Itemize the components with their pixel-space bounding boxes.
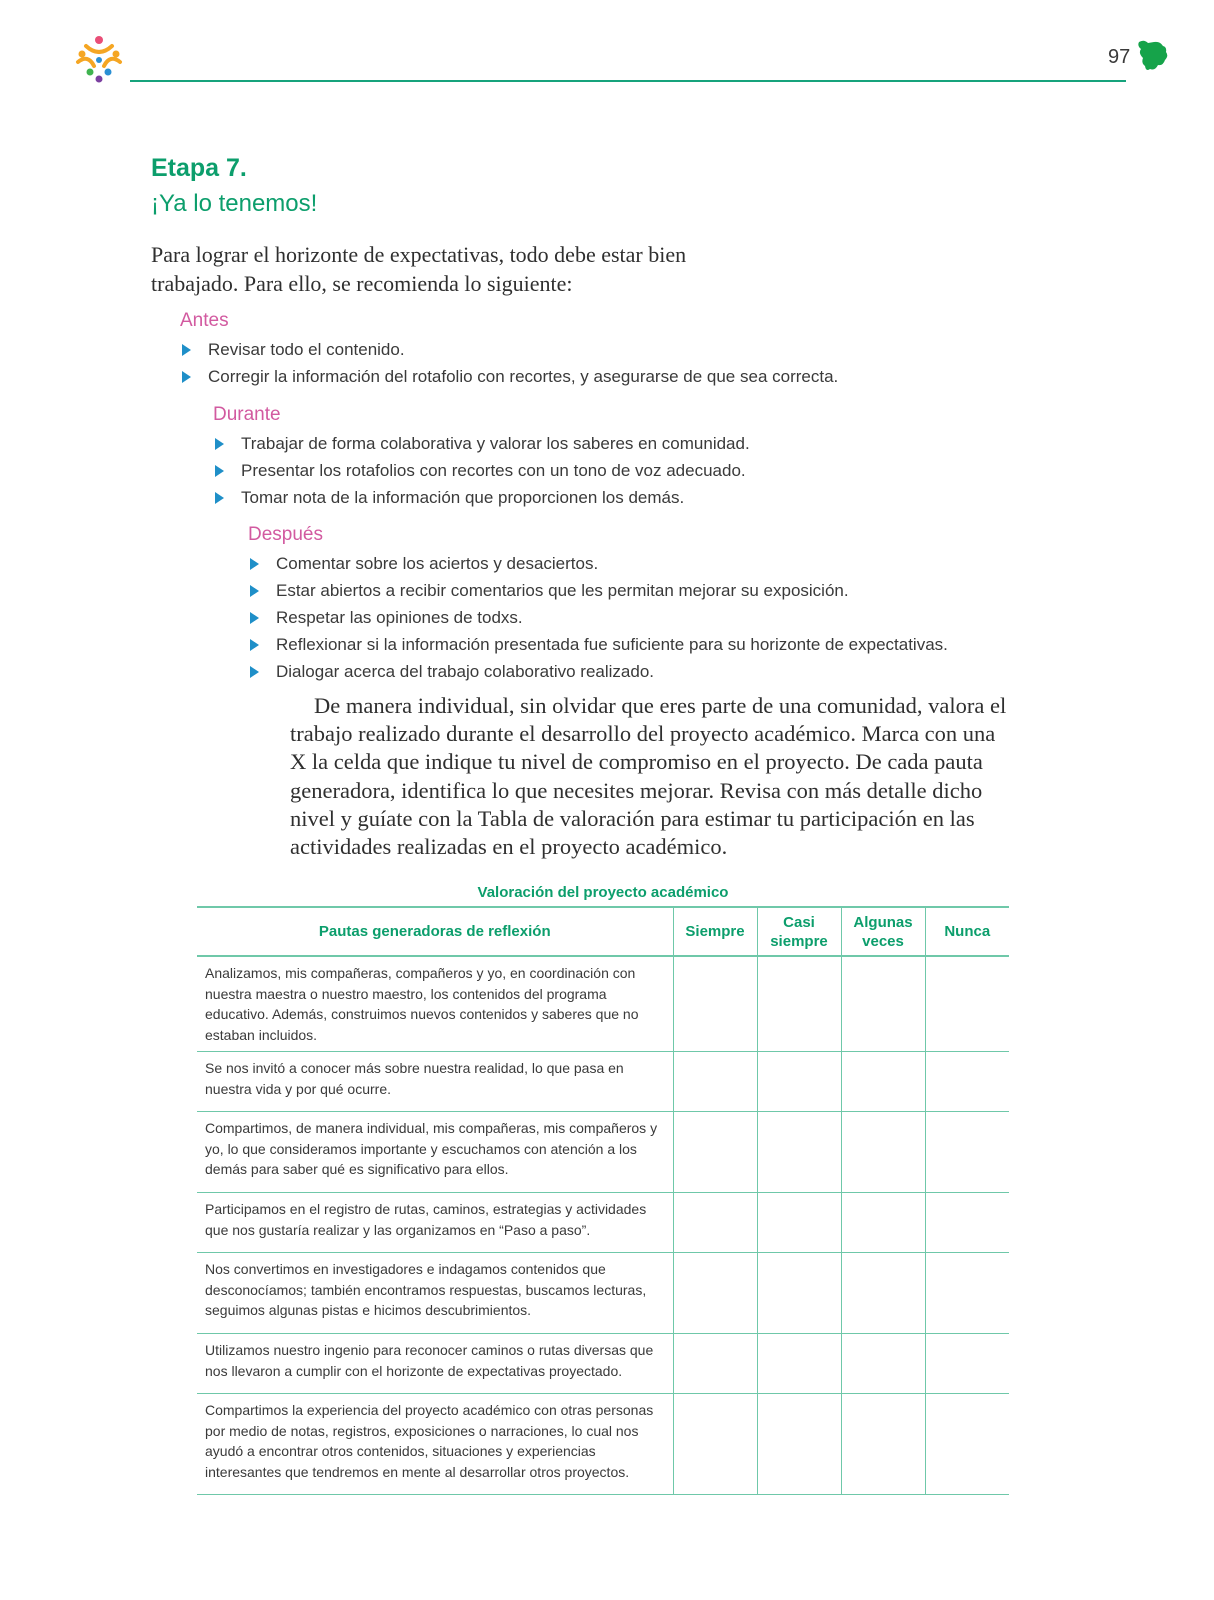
stage-title: Etapa 7. bbox=[151, 154, 247, 182]
table-row bbox=[197, 956, 1009, 1052]
checkbox-cell-nunca[interactable] bbox=[925, 1253, 1009, 1334]
checkbox-cell-siempre[interactable] bbox=[673, 1112, 757, 1193]
triangle-bullet-icon bbox=[250, 639, 259, 651]
pauta-cell: Nos convertimos en investigadores e indagamos contenidos que desconocíamos; también encontramos respuestas, buscamos lecturas, seguimos algunas pistas e hicimos descubrimientos. bbox=[197, 1253, 673, 1334]
triangle-bullet-icon bbox=[250, 585, 259, 597]
list-item bbox=[213, 457, 750, 484]
pauta-cell: Se nos invitó a conocer más sobre nuestra realidad, lo que pasa en nuestra vida y por qué ocurre. bbox=[197, 1052, 673, 1112]
checkbox-cell-nunca[interactable] bbox=[925, 956, 1009, 1052]
triangle-bullet-icon bbox=[250, 666, 259, 678]
list-item bbox=[180, 336, 838, 363]
table-row bbox=[197, 1193, 1009, 1253]
pauta-cell: Participamos en el registro de rutas, caminos, estrategias y actividades que nos gustaría realizar y las organizamos en “Paso a paso”. bbox=[197, 1193, 673, 1253]
pauta-cell: Compartimos la experiencia del proyecto académico con otras personas por medio de notas, registros, exposiciones o narraciones, lo cual nos ayudó a encontrar otros contenidos, situaciones y experiencias interesantes que tendremos en mente al desarrollar otros proyectos. bbox=[197, 1394, 673, 1495]
checkbox-cell-siempre[interactable] bbox=[673, 1052, 757, 1112]
checkbox-cell-siempre[interactable] bbox=[673, 1334, 757, 1394]
checkbox-cell-algunas-veces[interactable] bbox=[841, 956, 925, 1052]
triangle-bullet-icon bbox=[182, 371, 191, 383]
table-header-row bbox=[197, 907, 1009, 956]
section-durante bbox=[213, 404, 750, 511]
checkbox-cell-algunas-veces[interactable] bbox=[841, 1334, 925, 1394]
bullet-list-antes bbox=[180, 336, 838, 390]
header-rule bbox=[130, 80, 1126, 82]
triangle-bullet-icon bbox=[215, 438, 224, 450]
pauta-cell: Utilizamos nuestro ingenio para reconocer caminos o rutas diversas que nos llevaron a cumplir con el horizonte de expectativas proyectado. bbox=[197, 1334, 673, 1394]
column-header-pautas: Pautas generadoras de reflexión bbox=[197, 907, 673, 956]
list-item bbox=[213, 430, 750, 457]
checkbox-cell-nunca[interactable] bbox=[925, 1193, 1009, 1253]
checkbox-cell-casi-siempre[interactable] bbox=[757, 1193, 841, 1253]
triangle-bullet-icon bbox=[215, 465, 224, 477]
list-item bbox=[248, 604, 948, 631]
list-item bbox=[180, 363, 838, 390]
triangle-bullet-icon bbox=[182, 344, 191, 356]
triangle-bullet-icon bbox=[215, 492, 224, 504]
checkbox-cell-casi-siempre[interactable] bbox=[757, 1253, 841, 1334]
table-row bbox=[197, 1253, 1009, 1334]
column-header-algunas-veces: Algunas veces bbox=[841, 907, 925, 956]
column-header-siempre: Siempre bbox=[673, 907, 757, 956]
section-despues bbox=[248, 524, 948, 685]
checkbox-cell-siempre[interactable] bbox=[673, 956, 757, 1052]
list-item bbox=[248, 577, 948, 604]
list-item bbox=[213, 484, 750, 511]
table-row bbox=[197, 1112, 1009, 1193]
checkbox-cell-nunca[interactable] bbox=[925, 1052, 1009, 1112]
list-item-text: Estar abiertos a recibir comentarios que les permitan mejorar su exposición. bbox=[276, 581, 849, 600]
table-row bbox=[197, 1334, 1009, 1394]
triangle-bullet-icon bbox=[250, 612, 259, 624]
bullet-list-despues bbox=[248, 550, 948, 685]
intro-paragraph: Para lograr el horizonte de expectativas, todo debe estar bien trabajado. Para ello, se recomienda lo siguiente: bbox=[151, 242, 687, 296]
community-logo-icon bbox=[72, 32, 126, 86]
checkbox-cell-nunca[interactable] bbox=[925, 1112, 1009, 1193]
pauta-cell: Analizamos, mis compañeras, compañeros y yo, en coordinación con nuestra maestra o nuestro maestro, los contenidos del programa educativo. Además, construimos nuevos contenidos y saberes que no estaban incluidos. bbox=[197, 956, 673, 1052]
list-item-text: Corregir la información del rotafolio con recortes, y asegurarse de que sea correcta. bbox=[208, 367, 839, 386]
list-item-text: Respetar las opiniones de todxs. bbox=[276, 608, 523, 627]
checkbox-cell-siempre[interactable] bbox=[673, 1394, 757, 1495]
section-antes bbox=[180, 310, 838, 390]
triangle-bullet-icon bbox=[250, 558, 259, 570]
instruction-paragraph: De manera individual, sin olvidar que eres parte de una comunidad, valora el trabajo realizado durante el desarrollo del proyecto académico. Marca con una X la celda que indique tu nivel de compromiso en el proyecto. De cada pauta generadora, identifica lo que necesites mejorar. Revisa con más detalle dicho nivel y guíate con la Tabla de valoración para estimar tu participación en las actividades realizadas en el proyecto académico. bbox=[290, 693, 1007, 860]
list-item-text: Trabajar de forma colaborativa y valorar los saberes en comunidad. bbox=[241, 434, 750, 453]
list-item bbox=[248, 631, 948, 658]
list-item-text: Comentar sobre los aciertos y desaciertos. bbox=[276, 554, 599, 573]
mexico-map-icon bbox=[1136, 38, 1170, 74]
section-heading-antes: Antes bbox=[180, 310, 229, 331]
valoracion-table bbox=[197, 906, 1009, 1495]
checkbox-cell-algunas-veces[interactable] bbox=[841, 1112, 925, 1193]
list-item-text: Presentar los rotafolios con recortes con un tono de voz adecuado. bbox=[241, 461, 746, 480]
checkbox-cell-casi-siempre[interactable] bbox=[757, 1112, 841, 1193]
list-item-text: Tomar nota de la información que proporcionen los demás. bbox=[241, 488, 685, 507]
table-caption: Valoración del proyecto académico bbox=[477, 884, 729, 901]
stage-subtitle: ¡Ya lo tenemos! bbox=[151, 190, 318, 217]
checkbox-cell-casi-siempre[interactable] bbox=[757, 956, 841, 1052]
list-item bbox=[248, 550, 948, 577]
list-item-text: Dialogar acerca del trabajo colaborativo realizado. bbox=[276, 662, 654, 681]
section-heading-durante: Durante bbox=[213, 404, 281, 425]
checkbox-cell-casi-siempre[interactable] bbox=[757, 1334, 841, 1394]
bullet-list-durante bbox=[213, 430, 750, 511]
checkbox-cell-algunas-veces[interactable] bbox=[841, 1253, 925, 1334]
checkbox-cell-siempre[interactable] bbox=[673, 1193, 757, 1253]
checkbox-cell-nunca[interactable] bbox=[925, 1394, 1009, 1495]
page-number: 97 bbox=[1108, 46, 1131, 68]
list-item bbox=[248, 658, 948, 685]
list-item-text: Reflexionar si la información presentada fue suficiente para su horizonte de expectativas. bbox=[276, 635, 948, 654]
checkbox-cell-nunca[interactable] bbox=[925, 1334, 1009, 1394]
checkbox-cell-casi-siempre[interactable] bbox=[757, 1394, 841, 1495]
column-header-nunca: Nunca bbox=[925, 907, 1009, 956]
column-header-casi-siempre: Casi siempre bbox=[757, 907, 841, 956]
checkbox-cell-casi-siempre[interactable] bbox=[757, 1052, 841, 1112]
table-row bbox=[197, 1052, 1009, 1112]
checkbox-cell-algunas-veces[interactable] bbox=[841, 1394, 925, 1495]
checkbox-cell-algunas-veces[interactable] bbox=[841, 1052, 925, 1112]
list-item-text: Revisar todo el contenido. bbox=[208, 340, 405, 359]
table-row bbox=[197, 1394, 1009, 1495]
section-heading-despues: Después bbox=[248, 524, 323, 545]
checkbox-cell-algunas-veces[interactable] bbox=[841, 1193, 925, 1253]
checkbox-cell-siempre[interactable] bbox=[673, 1253, 757, 1334]
pauta-cell: Compartimos, de manera individual, mis compañeras, mis compañeros y yo, lo que consideramos importante y escuchamos con atención a los demás para saber qué es significativo para ellos. bbox=[197, 1112, 673, 1193]
